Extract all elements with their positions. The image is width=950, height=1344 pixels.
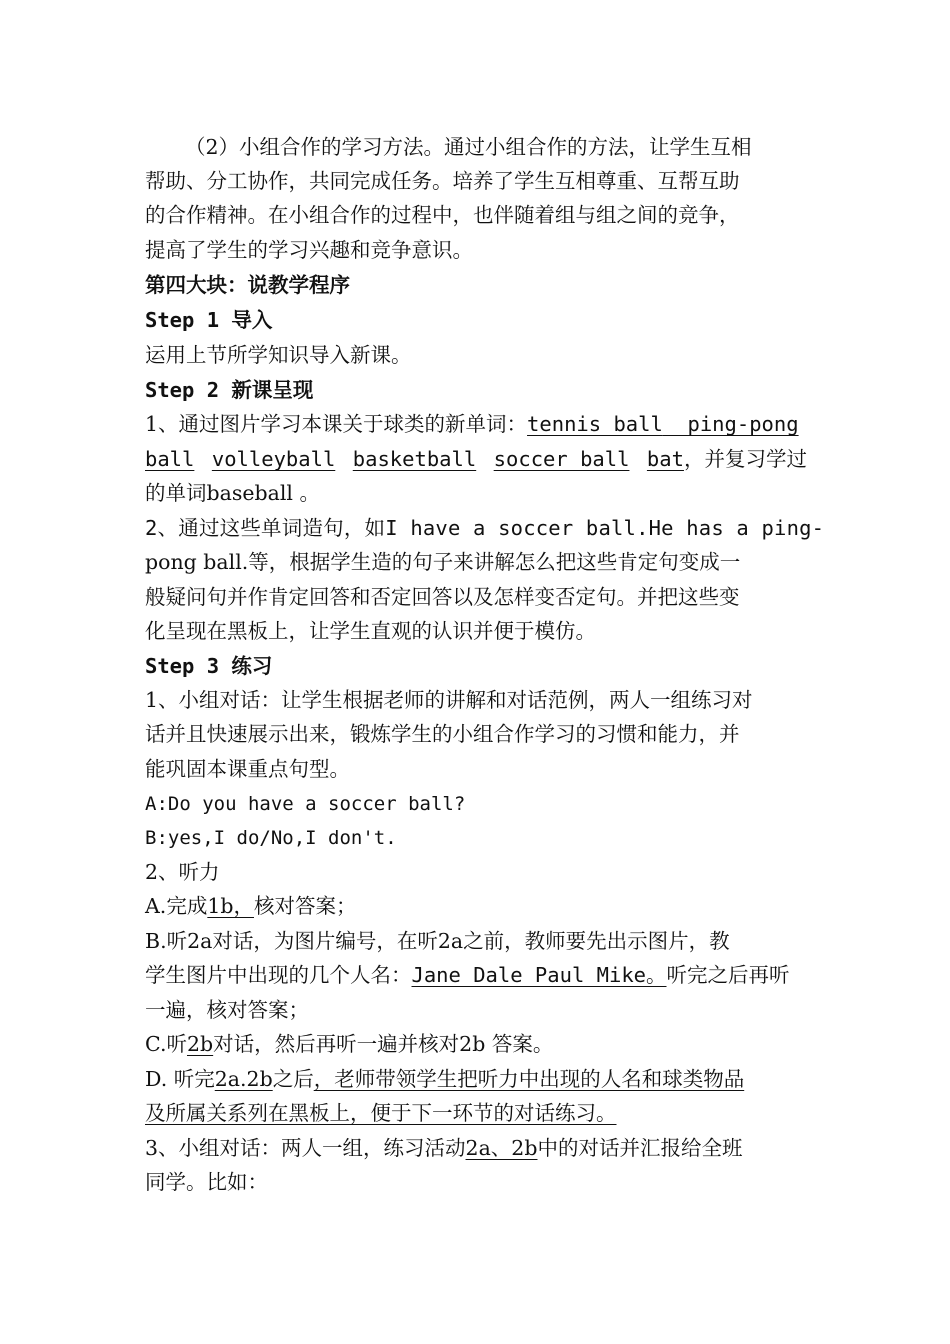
vocab-word: volleyball — [211, 447, 336, 471]
paragraph-line: 2、通过这些单词造句，如I have a soccer ball.He has a ping- — [145, 516, 825, 540]
vocab-line-2 — [145, 444, 807, 474]
underlined-span: 2a、2b — [465, 1136, 538, 1160]
vocab-word: ping-pong — [687, 412, 799, 436]
underlined-span: 1b， — [207, 894, 254, 918]
text-span: 听完之后再听 — [666, 963, 790, 987]
paragraph-line: 2、听力 — [145, 860, 220, 884]
listening-item-c — [145, 1029, 807, 1059]
dialog-practice-line — [145, 1133, 807, 1163]
paragraph-line: 的单词baseball 。 — [145, 481, 320, 505]
text-span: 中的对话并汇报给全班 — [537, 1136, 743, 1160]
paragraph-line: 帮助、分工协作，共同完成任务。培养了学生互相尊重、互帮互助 — [145, 169, 740, 193]
paragraph-line: 同学。比如： — [145, 1170, 268, 1194]
vocab-suffix: ，并复习学过 — [683, 447, 807, 471]
text-span: D. 听完 — [145, 1067, 215, 1091]
text-span: A.完成 — [145, 894, 208, 918]
vocab-intro: 1、通过图片学习本课关于球类的新单词： — [145, 412, 528, 436]
paragraph-line: 1、小组对话：让学生根据老师的讲解和对话范例，两人一组练习对 — [145, 688, 753, 712]
listening-item-a — [145, 891, 807, 921]
paragraph-line: （2）小组合作的学习方法。通过小组合作的方法，让学生互相 — [185, 135, 752, 159]
section-heading: 第四大块：说教学程序 — [145, 273, 350, 297]
underlined-span: ，老师带领学生把听力中出现的人名和球类物品 — [313, 1067, 745, 1091]
dialog-line: A:Do you have a soccer ball? — [145, 793, 466, 815]
vocab-word: tennis ball — [527, 412, 663, 436]
paragraph-line: B.听2a对话，为图片编号，在听2a之前，教师要先出示图片，教 — [145, 929, 730, 953]
text-span: C.听 — [145, 1032, 187, 1056]
paragraph-line: 提高了学生的学习兴趣和竞争意识。 — [145, 238, 473, 262]
listening-item-b — [145, 960, 807, 990]
underlined-span: 及所属关系列在黑板上，便于下一环节的对话练习。 — [145, 1101, 617, 1125]
paragraph-line: 一遍，核对答案； — [145, 998, 309, 1022]
vocab-word: basketball — [352, 447, 477, 471]
step-heading: Step 2 新课呈现 — [145, 378, 314, 402]
underlined-line — [145, 1098, 807, 1128]
underlined-span: 2b — [186, 1032, 214, 1056]
listening-item-d — [145, 1064, 807, 1094]
underlined-span: 2a.2b — [214, 1067, 273, 1091]
paragraph-line: 能巩固本课重点句型。 — [145, 757, 350, 781]
paragraph-line: 般疑问句并作肯定回答和否定回答以及怎样变否定句。并把这些变 — [145, 585, 740, 609]
paragraph-line: 话并且快速展示出来，锻炼学生的小组合作学习的习惯和能力，并 — [145, 722, 740, 746]
vocab-word: ball — [145, 447, 195, 471]
text-span: 之后 — [272, 1067, 314, 1091]
paragraph-line: 运用上节所学知识导入新课。 — [145, 343, 412, 367]
paragraph-line: 的合作精神。在小组合作的过程中，也伴随着组与组之间的竞争， — [145, 203, 740, 227]
text-span: 核对答案； — [254, 894, 357, 918]
vocab-word: bat — [646, 447, 684, 471]
paragraph-line: 化呈现在黑板上，让学生直观的认识并便于模仿。 — [145, 619, 596, 643]
text-span: 3、小组对话：两人一组，练习活动 — [145, 1136, 466, 1160]
text-span: 对话，然后再听一遍并核对2b 答案。 — [213, 1032, 554, 1056]
vocab-line-1 — [145, 409, 807, 439]
vocab-word: soccer ball — [493, 447, 630, 471]
step-heading: Step 3 练习 — [145, 654, 273, 678]
underlined-span: Jane Dale Paul Mike。 — [411, 963, 667, 987]
text-span: 学生图片中出现的几个人名： — [145, 963, 412, 987]
step-heading: Step 1 导入 — [145, 308, 273, 332]
paragraph-line: pong ball.等，根据学生造的句子来讲解怎么把这些肯定句变成一 — [145, 550, 741, 574]
dialog-line: B:yes,I do/No,I don't. — [145, 827, 397, 849]
